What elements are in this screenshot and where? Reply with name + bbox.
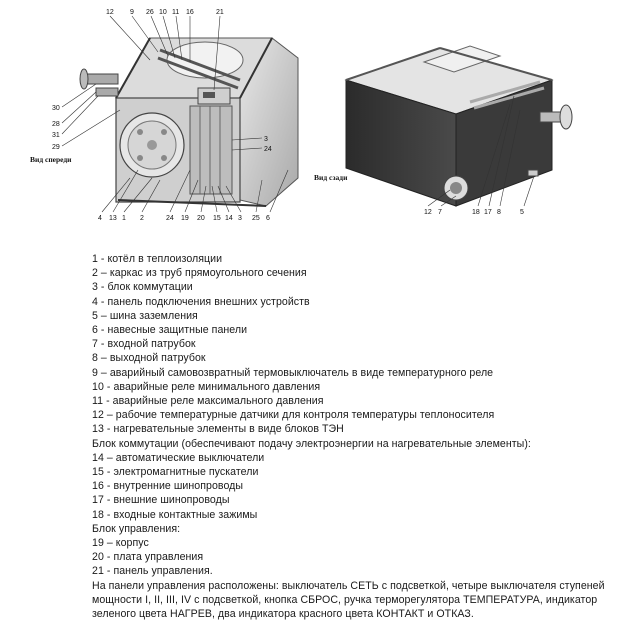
front-callout: 3 xyxy=(238,215,242,222)
back-view xyxy=(314,0,572,216)
front-callout: 24 xyxy=(166,215,174,222)
front-callout: 9 xyxy=(130,9,134,16)
legend-item: 17 - внешние шинопроводы xyxy=(92,494,230,507)
back-callout: 8 xyxy=(497,209,501,216)
legend-item: 1 - котёл в теплоизоляции xyxy=(92,253,223,265)
legend-item: 4 - панель подключения внешних устройств xyxy=(92,295,310,308)
front-callout: 12 xyxy=(106,9,114,16)
parts-legend xyxy=(92,252,632,621)
back-callout: 18 xyxy=(472,209,480,216)
front-callout: 15 xyxy=(213,215,221,222)
front-callout: 19 xyxy=(181,215,189,222)
legend-item: 9 – аварийный самовозвратный термовыключатель в виде температурного реле xyxy=(92,366,494,379)
legend-item: 14 – автоматические выключатели xyxy=(92,451,265,464)
legend-section-heading: Блок управления: xyxy=(92,522,181,535)
legend-item: 18 - входные контактные зажимы xyxy=(92,508,258,521)
front-callout: 20 xyxy=(197,215,205,222)
front-callout: 30 xyxy=(52,105,60,112)
boiler-diagram xyxy=(0,0,640,236)
front-callout: 13 xyxy=(109,215,117,222)
front-callout: 16 xyxy=(186,9,194,16)
back-view-caption: Вид сзади xyxy=(314,173,348,182)
back-callout: 12 xyxy=(424,209,432,216)
legend-item: 13 - нагревательные элементы в виде блоков ТЭН xyxy=(92,423,344,436)
front-callout: 6 xyxy=(266,215,270,222)
back-callout: 5 xyxy=(520,209,524,216)
legend-item: 5 – шина заземления xyxy=(92,309,198,322)
front-callout: 29 xyxy=(52,144,60,151)
control-panel-note: На панели управления расположены: выключатель СЕТЬ с подсветкой, четыре выключателя ступеней мощности I, II, III, IV с подсветкой, кнопка СБРОС, ручка терморегулятора ТЕМПЕРАТУРА, индикатор зеленого цвета НАГРЕВ, два индикатора красного цвета КОНТАКТ и ОТКАЗ. xyxy=(92,579,605,621)
front-callout: 25 xyxy=(252,215,260,222)
front-callout: 11 xyxy=(172,9,180,16)
legend-item: 11 - аварийные реле максимального давления xyxy=(92,395,324,408)
front-callout: 31 xyxy=(52,132,60,139)
legend-item: 19 – корпус xyxy=(92,537,149,550)
front-callout: 10 xyxy=(159,9,167,16)
legend-item: 7 - входной патрубок xyxy=(92,338,196,351)
legend-item: 2 – каркас из труб прямоугольного сечения xyxy=(92,267,307,280)
front-callout: 26 xyxy=(146,9,154,16)
front-callout: 28 xyxy=(52,121,60,128)
legend-item: 15 - электромагнитные пускатели xyxy=(92,466,259,479)
legend-item: 10 - аварийные реле минимального давления xyxy=(92,380,321,393)
legend-item: 3 - блок коммутации xyxy=(92,281,193,294)
front-callout: 24 xyxy=(264,146,272,153)
legend-item: 6 - навесные защитные панели xyxy=(92,324,248,337)
legend-section-heading: Блок коммутации (обеспечивают подачу электроэнергии на нагревательные элементы): xyxy=(92,437,531,450)
front-callout: 4 xyxy=(98,215,102,222)
front-view-caption: Вид спереди xyxy=(30,155,72,164)
front-view xyxy=(30,9,298,222)
diagram-canvas xyxy=(0,0,640,236)
legend-item: 16 - внутренние шинопроводы xyxy=(92,480,244,493)
front-callout: 2 xyxy=(140,215,144,222)
front-callout: 21 xyxy=(216,9,224,16)
back-callout: 17 xyxy=(484,209,492,216)
legend-item: 20 - плата управления xyxy=(92,551,204,564)
back-callout: 7 xyxy=(438,209,442,216)
legend-item: 21 - панель управления. xyxy=(92,565,213,578)
front-callout: 3 xyxy=(264,136,268,143)
front-callout: 1 xyxy=(122,215,126,222)
legend-item: 12 – рабочие температурные датчики для контроля температуры теплоносителя xyxy=(92,409,495,422)
legend-item: 8 – выходной патрубок xyxy=(92,352,206,365)
front-callout: 14 xyxy=(225,215,233,222)
